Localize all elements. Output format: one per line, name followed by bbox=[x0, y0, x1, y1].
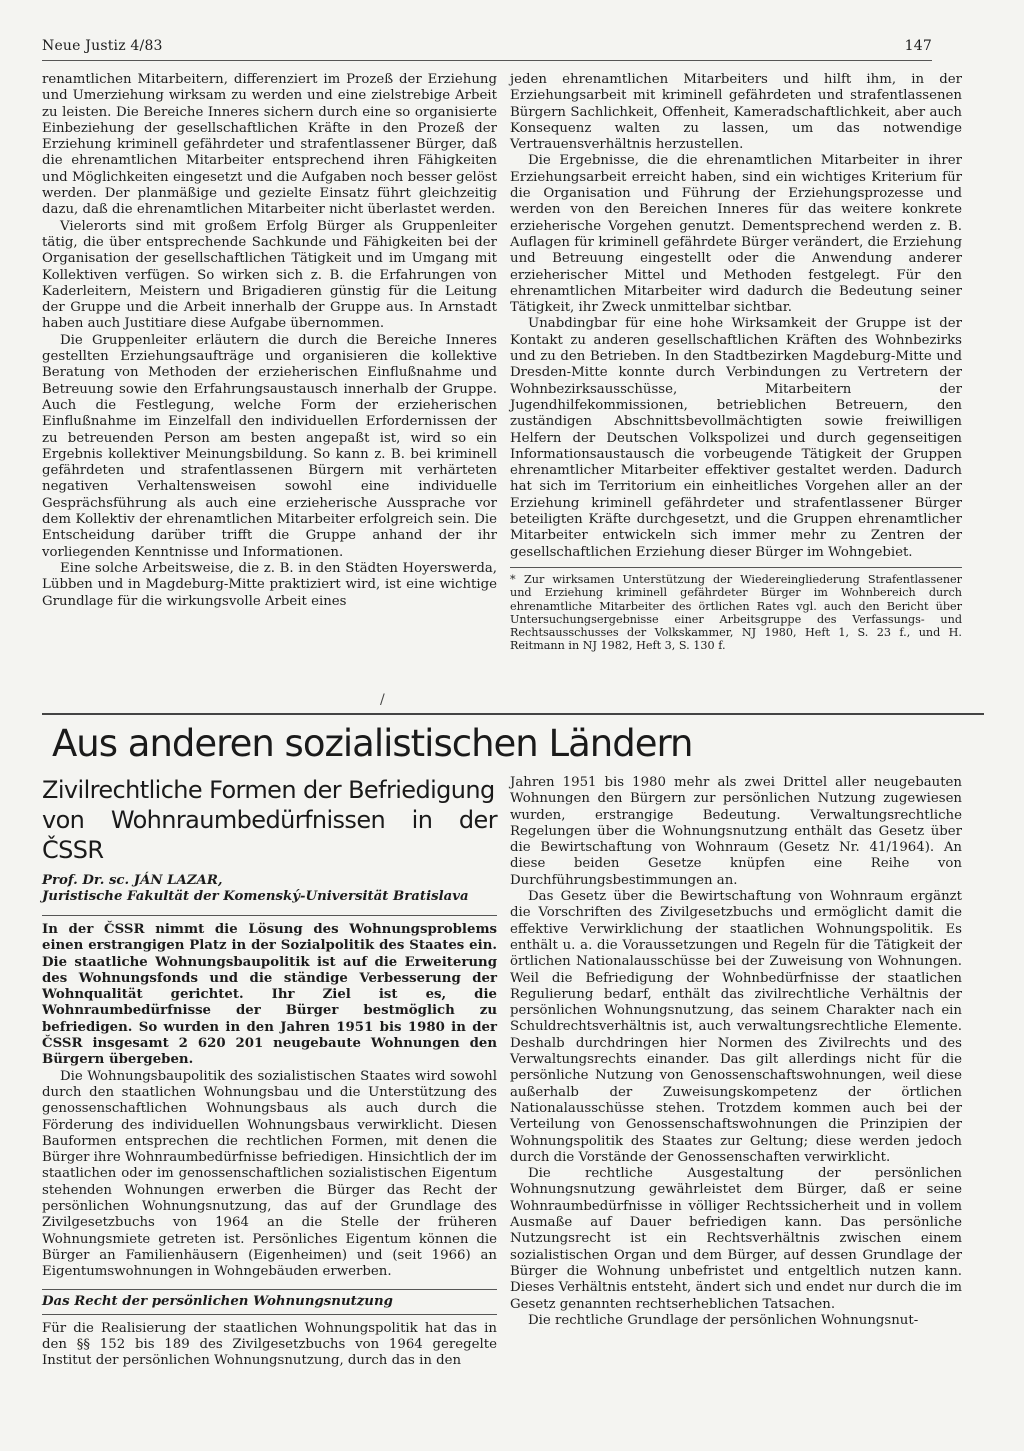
author: Prof. Dr. sc. JÁN LAZAR, bbox=[42, 873, 223, 888]
paragraph: Die Ergebnisse, die die ehrenamtlichen Mitarbeiter in ihrer Erziehungsarbeit erreicht haben, sind ein wichtiges Kriterium für die Organisation und Führung der Erziehungsprozesse und werden von den Bereichen Inneres für das weitere konkrete erzieherische Vorgehen genutzt. Dementsprechend werden z. B. Auflagen für kriminell gefährdete Bürger verändert, die Erziehung und Betreuung eingestellt oder die Anwendung anderer erzieherischer Mittel und Methoden festgelegt. Für den ehrenamtlichen Mitarbeiter wird dadurch die Bedeutung seiner Tätigkeit, ihr Zweck unmittelbar sichtbar. bbox=[510, 153, 962, 316]
header-rule bbox=[42, 60, 932, 61]
paragraph: Eine solche Arbeitsweise, die z. B. in den Städten Hoyerswerda, Lübben und in Magdeburg-Mitte praktiziert wird, ist eine wichtige Grundlage für die wirkungsvolle Arbeit eines bbox=[42, 560, 497, 609]
article-title-line: von Wohnraumbedürfnissen in der ČSSR bbox=[42, 806, 497, 864]
footnote-marker: * bbox=[510, 572, 516, 586]
top-right-column bbox=[510, 72, 962, 653]
paragraph: Jahren 1951 bis 1980 mehr als zwei Drittel aller neugebauten Wohnungen den Bürgern zur persönlichen Nutzung zugewiesen wurden, erstrangige Bedeutung. Verwaltungsrechtliche Regelungen über die Wohnungsnutzung enthält das Gesetz über die Bewirtschaftung von Wohnraum (Gesetz Nr. 41/1964). An diese beiden Gesetze knüpfen eine Reihe von Durchführungsbestimmungen an. bbox=[510, 775, 962, 888]
paragraph: Vielerorts sind mit großem Erfolg Bürger als Gruppenleiter tätig, die über entsprechende Sachkunde und Fähigkeiten bei der Organisation der gesellschaftlichen Tätigkeit und im Umgang mit Kollektiven verfügen. So wirken sich z. B. die Erfahrungen von Kaderleitern, Meistern und Brigadieren günstig für die Leitung der Gruppe und die Arbeit innerhalb der Gruppe aus. In Arnstadt haben auch Justitiare diese Aufgabe übernommen. bbox=[42, 218, 497, 332]
footnote bbox=[510, 567, 962, 653]
lead-rule bbox=[42, 915, 497, 916]
paragraph: Die rechtliche Ausgestaltung der persönlichen Wohnungsnutzung gewährleistet dem Bürger, daß er seine Wohnraumbedürfnisse in völliger Rechtssicherheit und in vollem Ausmaße auf Dauer befriedigen kann. Das persönliche Nutzungsrecht ist ein Rechtsverhältnis zwischen einem sozialistischen Organ und dem Bürger, auf dessen Grundlage der Bürger die Wohnung unbefristet und entgeltlich nutzen kann. Dieses Verhältnis entsteht, ändert sich und endet nur durch die im Gesetz genannten rechtserheblichen Tatsachen. bbox=[510, 1166, 962, 1312]
journal-issue: Neue Justiz 4/83 bbox=[42, 38, 163, 54]
footnote-text: Zur wirksamen Unterstützung der Wiedereingliederung Strafentlassener und Erziehung kriminell gefährdeter Bürger im Wohnbereich durch ehrenamtliche Mitarbeiter des örtlichen Rates vgl. auch den Bericht über Untersuchungsergebnisse einer Arbeitsgruppe des Verfassungs- und Rechtsausschusses der Volkskammer, NJ 1980, Heft 1, S. 23 f., und H. Reitmann in NJ 1982, Heft 3, S. 130 f. bbox=[510, 572, 962, 653]
subheading: Das Recht der persönlichen Wohnungsnutzung bbox=[42, 1289, 497, 1315]
paragraph: Die rechtliche Grundlage der persönlichen Wohnungsnut- bbox=[528, 1312, 919, 1328]
paragraph: Unabdingbar für eine hohe Wirksamkeit der Gruppe ist der Kontakt zu anderen gesellschaftlichen Kräften des Wohnbezirks und zu den Betrieben. In den Stadtbezirken Magdeburg-Mitte und Dresden-Mitte konnte durch Verbindungen zu Vertretern der Wohnbezirksausschüsse, Mitarbeitern der Jugendhilfekommissionen, betrieblichen Betreuern, den zuständigen Abschnittsbevollmächtigten sowie freiwilligen Helfern der Deutschen Volkspolizei und durch gegenseitigen Informationsaustausch die vorbeugende Tätigkeit der Gruppen ehrenamtlicher Mitarbeiter effektiver gestaltet werden. Dadurch hat sich im Territorium ein einheitliches Vorgehen aller an der Erziehung kriminell gefährdeter und strafentlassener Bürger beteiligten Kräfte durchgesetzt, und die Gruppen ehrenamtlicher Mitarbeiter entwickeln sich immer mehr zu Zentren der gesellschaftlichen Erziehung dieser Bürger im Wohngebiet. bbox=[510, 316, 962, 560]
article-right-column bbox=[510, 775, 962, 1329]
article-title bbox=[42, 775, 497, 865]
page-number: 147 bbox=[904, 38, 932, 54]
paragraph: Das Gesetz über die Bewirtschaftung von Wohnraum ergänzt die Vorschriften des Zivilgesetzbuchs und ermöglicht damit die effektive Verwirklichung der staatlichen Wohnungspolitik. Es enthält u. a. die Voraussetzungen und Regeln für die Tätigkeit der örtlichen Nationalausschüsse bei der Zuweisung von Wohnungen. Weil die Befriedigung der Wohnbedürfnisse der staatlichen Regulierung bedarf, enthält das zivilrechtliche Verhältnis der persönlichen Wohnungsnutzung, das seinem Charakter nach ein Schuldrechtsverhältnis ist, auch verwaltungsrechtliche Elemente. Deshalb durchdringen hier Normen des Zivilrechts und des Verwaltungsrechts einander. Das gilt allerdings nicht für die persönliche Nutzung von Genossenschaftswohnungen, weil diese außerhalb der Zuweisungskompetenz der örtlichen Nationalausschüsse stehen. Trotzdem kommen auch bei der Verteilung von Genossenschaftswohnungen die Prinzipien der Wohnungspolitik des Staates zur Geltung; diese werden jedoch durch die Vorstände der Genossenschaften verwirklicht. bbox=[510, 889, 962, 1165]
paragraph: renamtlichen Mitarbeitern, differenziert im Prozeß der Erziehung und Umerziehung wirksam zu werden und eine zielstrebige Arbeit zu leisten. Die Bereiche Inneres sichern durch eine so organisierte Einbeziehung der gesellschaftlichen Kräfte in den Prozeß der Erziehung kriminell gefährdeter und strafentlassener Bürger, daß die ehrenamtlichen Mitarbeiter entsprechend ihren Fähigkeiten und Möglichkeiten eingesetzt und die Aufgaben noch besser gelöst werden. Der planmäßige und gezielte Einsatz führt gleichzeitig dazu, daß die ehrenamtlichen Mitarbeiter nicht überlastet werden. bbox=[42, 72, 497, 218]
article-left-column bbox=[42, 775, 497, 1370]
separator-mark: / bbox=[380, 692, 385, 708]
lead-paragraph: In der ČSSR nimmt die Lösung des Wohnungsproblems einen erstrangigen Platz in der Sozialpolitik des Staates ein. Die staatliche Wohnungsbaupolitik ist auf die Erweiterung des Wohnungsfonds und die ständige Verbesserung der Wohnqualität gerichtet. Ihr Ziel ist es, die Wohnraumbedürfnisse der Bürger bestmöglich zu befriedigen. So wurden in den Jahren 1951 bis 1980 in der ČSSR insgesamt 2 620 201 neugebaute Wohnungen den Bürgern übergeben. bbox=[42, 922, 497, 1068]
paragraph: Für die Realisierung der staatlichen Wohnungspolitik hat das in den §§ 152 bis 189 des Zivilgesetzbuchs von 1964 geregelte Institut der persönlichen Wohnungsnutzung, durch das in den bbox=[42, 1320, 497, 1369]
section-title: Aus anderen sozialistischen Ländern bbox=[52, 722, 693, 765]
paragraph: jeden ehrenamtlichen Mitarbeiters und hilft ihm, in der Erziehungsarbeit mit kriminell gefährdeten und strafentlassenen Bürgern Sachlichkeit, Offenheit, Kameradschaftlichkeit, aber auch Konsequenz walten zu lassen, um das notwendige Vertrauensverhältnis herzustellen. bbox=[510, 72, 962, 153]
paragraph: Die Gruppenleiter erläutern die durch die Bereiche Inneres gestellten Erziehungsaufträge und organisieren die kollektive Beratung von Methoden der erzieherischen Einflußnahme und Betreuung sowie den Erfahrungsaustausch innerhalb der Gruppe. Auch die Festlegung, welche Form der erzieherischen Einflußnahme im Einzelfall den individuellen Erfordernissen der zu betreuenden Person am besten angepaßt ist, wird so ein Ergebnis kollektiver Meinungsbildung. So kann z. B. bei kriminell gefährdeten und strafentlassenen Bürgern mit verhärteten negativen Verhaltensweisen sowohl eine individuelle Gesprächsführung als auch eine erzieherische Aussprache vor dem Kollektiv der ehrenamtlichen Mitarbeiter erfolgreich sein. Die Entscheidung darüber trifft die Gruppe anhand der ihr vorliegenden Kenntnisse und Informationen. bbox=[42, 332, 497, 560]
byline bbox=[42, 873, 497, 905]
article-title-line: Zivilrechtliche Formen der Befriedigung bbox=[42, 776, 495, 804]
top-left-column bbox=[42, 72, 497, 610]
affiliation: Juristische Fakultät der Komenský-Universität Bratislava bbox=[42, 889, 469, 904]
section-rule bbox=[42, 713, 984, 715]
paragraph: Die Wohnungsbaupolitik des sozialistischen Staates wird sowohl durch den staatlichen Wohnungsbau und die Unterstützung des genossenschaftlichen Wohnungsbaus als auch durch die Förderung des individuellen Wohnungsbaus verwirklicht. Diesen Bauformen entsprechen die rechtlichen Formen, mit denen die Bürger ihre Wohnraumbedürfnisse befriedigen. Hinsichtlich der im staatlichen oder im genossenschaftlichen sozialistischen Eigentum stehenden Wohnungen erwerben die Bürger das Recht der persönlichen Wohnungsnutzung, das auf der Grundlage des Zivilgesetzbuchs von 1964 an die Stelle der früheren Wohnungsmiete getreten ist. Persönliches Eigentum können die Bürger an Familienhäusern (Eigenheimen) und (seit 1966) an Eigentumswohnungen in Wohngebäuden erwerben. bbox=[42, 1068, 497, 1280]
